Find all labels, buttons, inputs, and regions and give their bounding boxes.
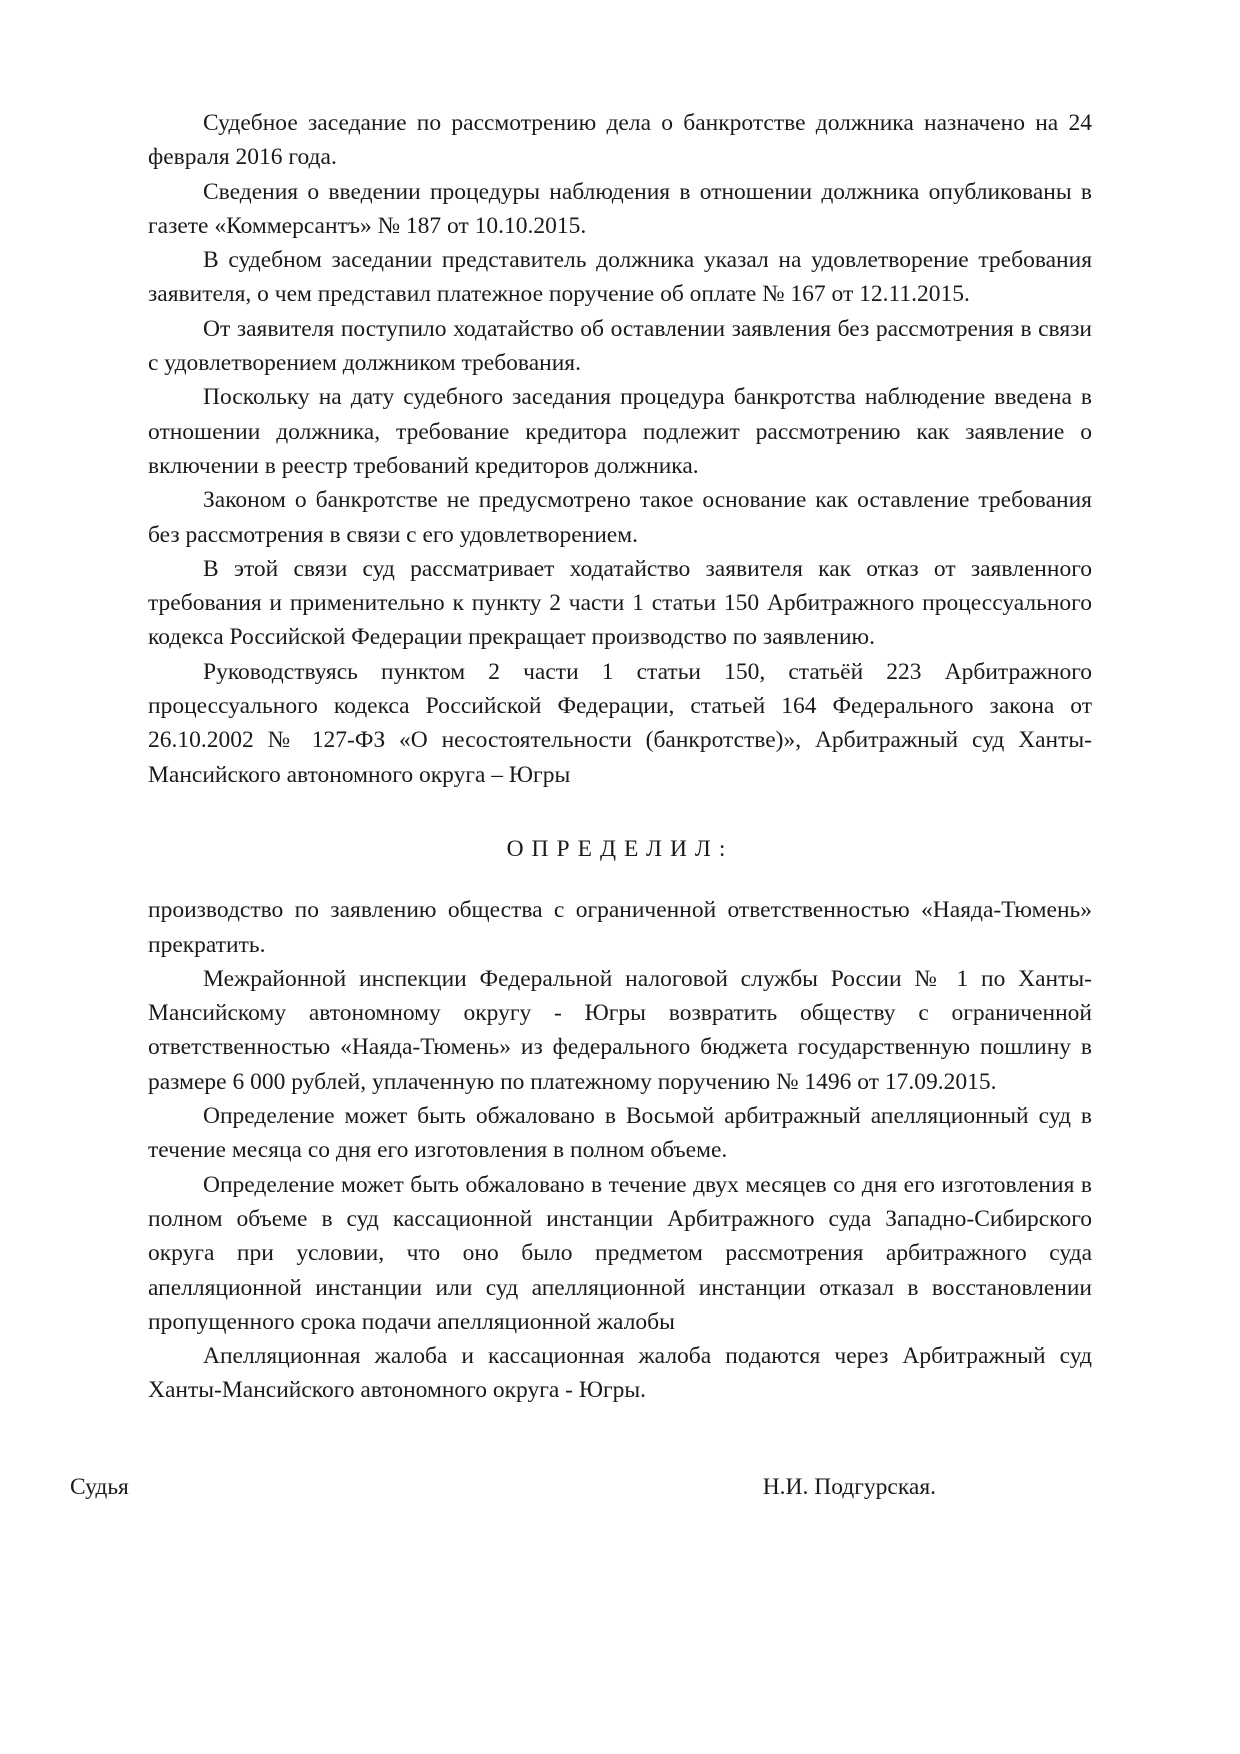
paragraph-motion: От заявителя поступило ходатайство об оставлении заявления без рассмотрения в связи с удовлетворением должником требования. (148, 315, 1092, 377)
paragraph-terminate: производство по заявлению общества с ограниченной ответственностью «Наяда-Тюмень» прекратить. (148, 897, 1092, 958)
paragraph-publication: Сведения о введении процедуры наблюдения в отношении должника опубликованы в газете «Коммерсантъ» № 187 от 10.10.2015. (148, 178, 1092, 239)
paragraph-appeal-2: Определение может быть обжаловано в течение двух месяцев со дня его изготовления в полном объеме в суд кассационной инстанции Арбитражного суда Западно-Сибирского округа при условии, что оно было предметом рассмотрения арбитражного суда апелляционной инстанции или суд апелляционной инстанции отказал в восстановлении пропущенного срока подачи апелляционной жалобы (148, 1171, 1092, 1335)
ruling-heading: ОПРЕДЕЛИЛ: (506, 835, 734, 862)
paragraph-procedure: Поскольку на дату судебного заседания процедура банкротства наблюдение введена в отношении должника, требование кредитора подлежит рассмотрению как заявление о включении в реестр требований кредиторов должника. (148, 384, 1092, 479)
paragraph-court-consideration: В этой связи суд рассматривает ходатайство заявителя как отказ от заявленного требования и применительно к пункту 2 части 1 статьи 150 Арбитражного процессуального кодекса Российской Федерации прекращает производство по заявлению. (148, 555, 1092, 651)
paragraph-law: Законом о банкротстве не предусмотрено такое основание как оставление требования без рассмотрения в связи с его удовлетворением. (148, 487, 1092, 548)
paragraph-filing: Апелляционная жалоба и кассационная жалоба подаются через Арбитражный суд Ханты-Мансийского автономного округа - Югры. (148, 1343, 1092, 1404)
paragraph-debtor-representative: В судебном заседании представитель должника указал на удовлетворение требования заявителя, о чем представил платежное поручение об оплате № 167 от 12.11.2015. (148, 247, 1092, 308)
document-body (148, 106, 1092, 1408)
paragraph-appeal-1: Определение может быть обжаловано в Восьмой арбитражный апелляционный суд в течение месяца со дня его изготовления в полном объеме. (148, 1103, 1092, 1164)
paragraph-hearing-date: Судебное заседание по рассмотрению дела о банкротстве должника назначено на 24 февраля 2016 года. (148, 110, 1092, 171)
signature-name: Н.И. Подгурская. (762, 1474, 936, 1500)
paragraph-refund-duty: Межрайонной инспекции Федеральной налоговой службы России № 1 по Ханты-Мансийскому автономному округу - Югры возвратить обществу с ограниченной ответственностью «Наяда-Тюмень» из федерального бюджета государственную пошлину в размере 6 000 рублей, уплаченную по платежному поручению № 1496 от 17.09.2015. (148, 965, 1092, 1095)
signature-title: Судья (70, 1474, 129, 1500)
paragraph-guided-by: Руководствуясь пунктом 2 части 1 статьи 150, статьёй 223 Арбитражного процессуального кодекса Российской Федерации, статьей 164 Федерального закона от 26.10.2002 № 127-ФЗ «О несостоятельности (банкротстве)», Арбитражный суд Ханты-Мансийского автономного округа – Югры (148, 658, 1092, 788)
signature-block (0, 1470, 944, 1504)
